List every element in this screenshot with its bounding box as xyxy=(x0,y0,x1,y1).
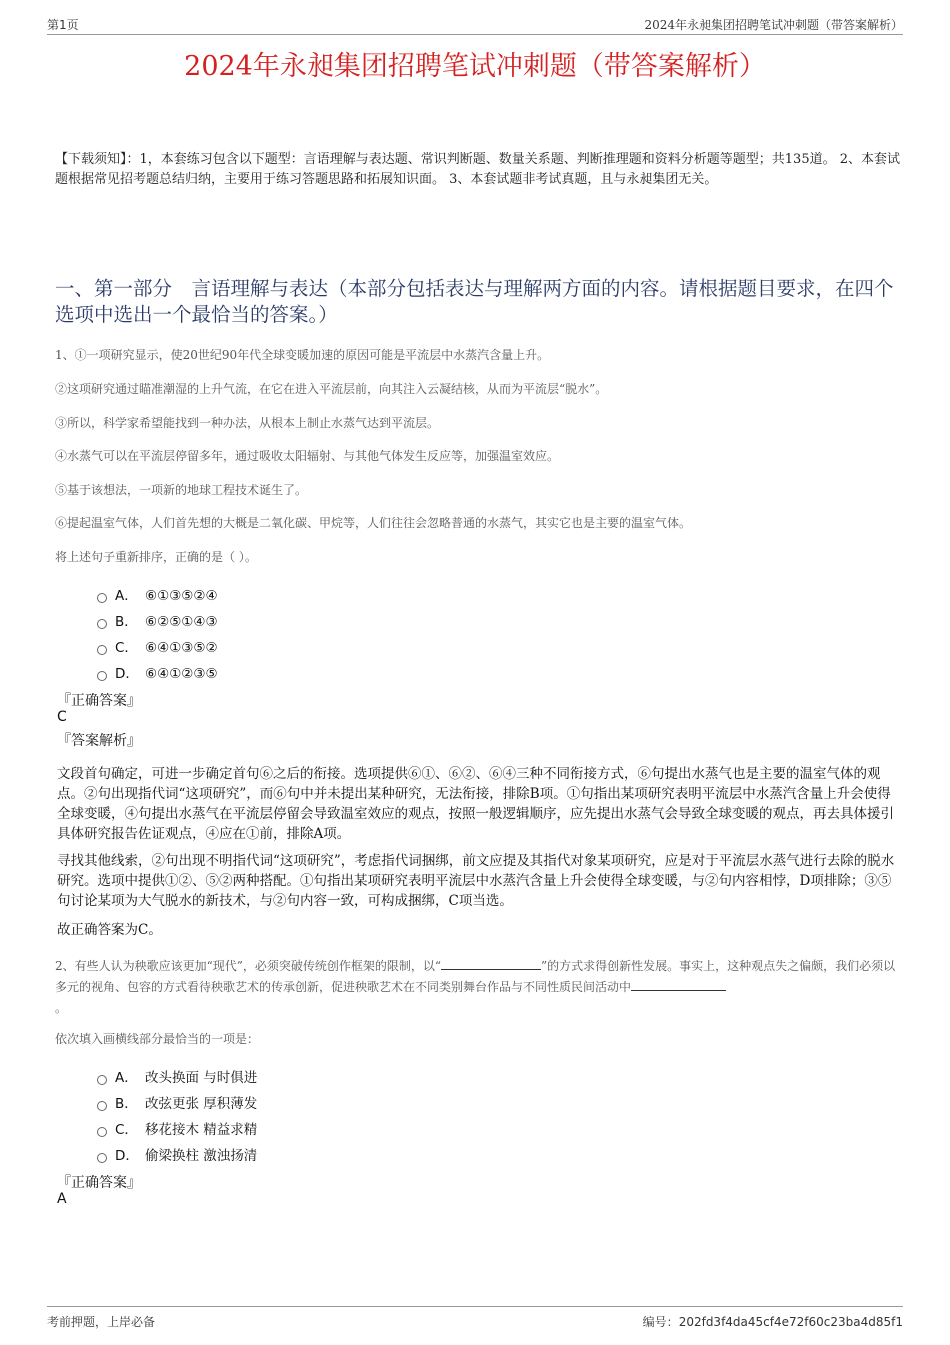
radio-icon[interactable] xyxy=(97,1101,107,1111)
section-title: 一、第一部分 言语理解与表达（本部分包括表达与理解两方面的内容。请根据题目要求，在四个选项中选出一个最恰当的答案。） xyxy=(55,277,894,326)
q1-analysis-para-1: 文段首句确定，可进一步确定首句⑥之后的衔接。选项提供⑥①、⑥②、⑥④三种不同衔接方式，⑥句提出水蒸气也是主要的温室气体的观点。②句出现指代词“这项研究”，而⑥句中并未提出某种研究，无法衔接，排除B项。①句指出某项研究表明平流层中水蒸汽含量上升会使得全球变暖，④句提出水蒸气在平流层停留会导致温室效应的观点，按照一般逻辑顺序，应先提出水蒸气会导致全球变暖的观点，再去具体援引具体研究报告佐证观点，④应在①前，排除A项。 xyxy=(57,766,894,842)
radio-icon[interactable] xyxy=(97,671,107,681)
q2-stem: 2、有些人认为秧歌应该更加“现代”，必须突破传统创作框架的限制，以“ ”的方式求得创新性发展。事实上，这种观点失之偏颇，我们必须以多元的视角、包容的方式看待秧歌艺术的传承创新，促进秧歌艺术在不同类别舞台作品与不同性质民间活动中 。 xyxy=(55,959,896,1015)
radio-icon[interactable] xyxy=(97,619,107,629)
fill-blank-2 xyxy=(631,980,726,991)
q1-line-4: ④水蒸气可以在平流层停留多年，通过吸收太阳辐射、与其他气体发生反应等，加强温室效应。 xyxy=(55,449,560,463)
radio-icon[interactable] xyxy=(97,1153,107,1163)
radio-icon[interactable] xyxy=(97,1075,107,1085)
q1-answer-label: 『正确答案』 xyxy=(57,693,141,709)
header-doc-title: 2024年永昶集团招聘笔试冲刺题（带答案解析） xyxy=(644,18,903,32)
q1-line-1: 1、①一项研究显示，使20世纪90年代全球变暖加速的原因可能是平流层中水蒸汽含量上升。 xyxy=(55,348,550,362)
footer-code: 编号：202fd3f4da45cf4e72f60c23ba4d85f1 xyxy=(642,1315,903,1329)
page-header xyxy=(47,16,903,35)
q1-analysis-label: 『答案解析』 xyxy=(57,733,141,749)
radio-icon[interactable] xyxy=(97,593,107,603)
q1-answer: C xyxy=(57,709,67,725)
footer-slogan: 考前押题，上岸必备 xyxy=(47,1315,156,1329)
page-title: 2024年永昶集团招聘笔试冲刺题（带答案解析） xyxy=(184,51,766,82)
q1-option-c[interactable]: C． ⑥④①③⑤② xyxy=(97,636,218,656)
q2-answer-label: 『正确答案』 xyxy=(57,1175,141,1191)
fill-blank-1 xyxy=(441,959,541,970)
download-notice: 【下载须知】：1，本套练习包含以下题型：言语理解与表达题、常识判断题、数量关系题、判断推理题和资料分析题等题型；共135道。 2、本套试题根据常见招考题总结归纳，主要用于练习答题思路和拓展知识面。 3、本套试题非考试真题，且与永昶集团无关。 xyxy=(55,152,900,187)
q2-option-c[interactable]: C． 移花接木 精益求精 xyxy=(97,1118,257,1138)
q1-line-2: ②这项研究通过瞄准潮湿的上升气流，在它在进入平流层前，向其注入云凝结核，从而为平流层“脱水”。 xyxy=(55,382,608,396)
q1-option-a[interactable]: A． ⑥①③⑤②④ xyxy=(97,584,218,604)
radio-icon[interactable] xyxy=(97,1127,107,1137)
radio-icon[interactable] xyxy=(97,645,107,655)
q1-analysis-para-3: 故正确答案为C。 xyxy=(57,922,162,938)
q1-prompt: 将上述句子重新排序，正确的是（ ）。 xyxy=(55,550,257,564)
q1-option-b[interactable]: B． ⑥②⑤①④③ xyxy=(97,610,218,630)
page-footer xyxy=(47,1306,903,1329)
q1-line-3: ③所以，科学家希望能找到一种办法，从根本上制止水蒸气达到平流层。 xyxy=(55,416,440,430)
q2-answer: A xyxy=(57,1191,67,1207)
q1-line-6: ⑥提起温室气体，人们首先想的大概是二氧化碳、甲烷等，人们往往会忽略普通的水蒸气，其实它也是主要的温室气体。 xyxy=(55,516,692,530)
q2-option-b[interactable]: B． 改弦更张 厚积薄发 xyxy=(97,1092,257,1112)
q1-analysis-para-2: 寻找其他线索，②句出现不明指代词“这项研究”，考虑指代词捆绑，前文应提及其指代对象某项研究，应是对于平流层水蒸气进行去除的脱水研究。选项中提供①②、⑤②两种搭配。①句指出某项研究表明平流层中水蒸汽含量上升会使得全球变暖，与②句内容相悖，D项排除；③⑤句讨论某项为大气脱水的新技术，与②句内容一致，可构成捆绑，C项当选。 xyxy=(57,853,895,909)
q2-prompt: 依次填入画横线部分最恰当的一项是： xyxy=(55,1032,260,1046)
page-number: 第1页 xyxy=(47,18,79,32)
q2-option-d[interactable]: D． 偷梁换柱 激浊扬清 xyxy=(97,1144,257,1164)
q2-option-a[interactable]: A． 改头换面 与时俱进 xyxy=(97,1066,257,1086)
q1-line-5: ⑤基于该想法，一项新的地球工程技术诞生了。 xyxy=(55,483,308,497)
q1-option-d[interactable]: D． ⑥④①②③⑤ xyxy=(97,662,218,682)
